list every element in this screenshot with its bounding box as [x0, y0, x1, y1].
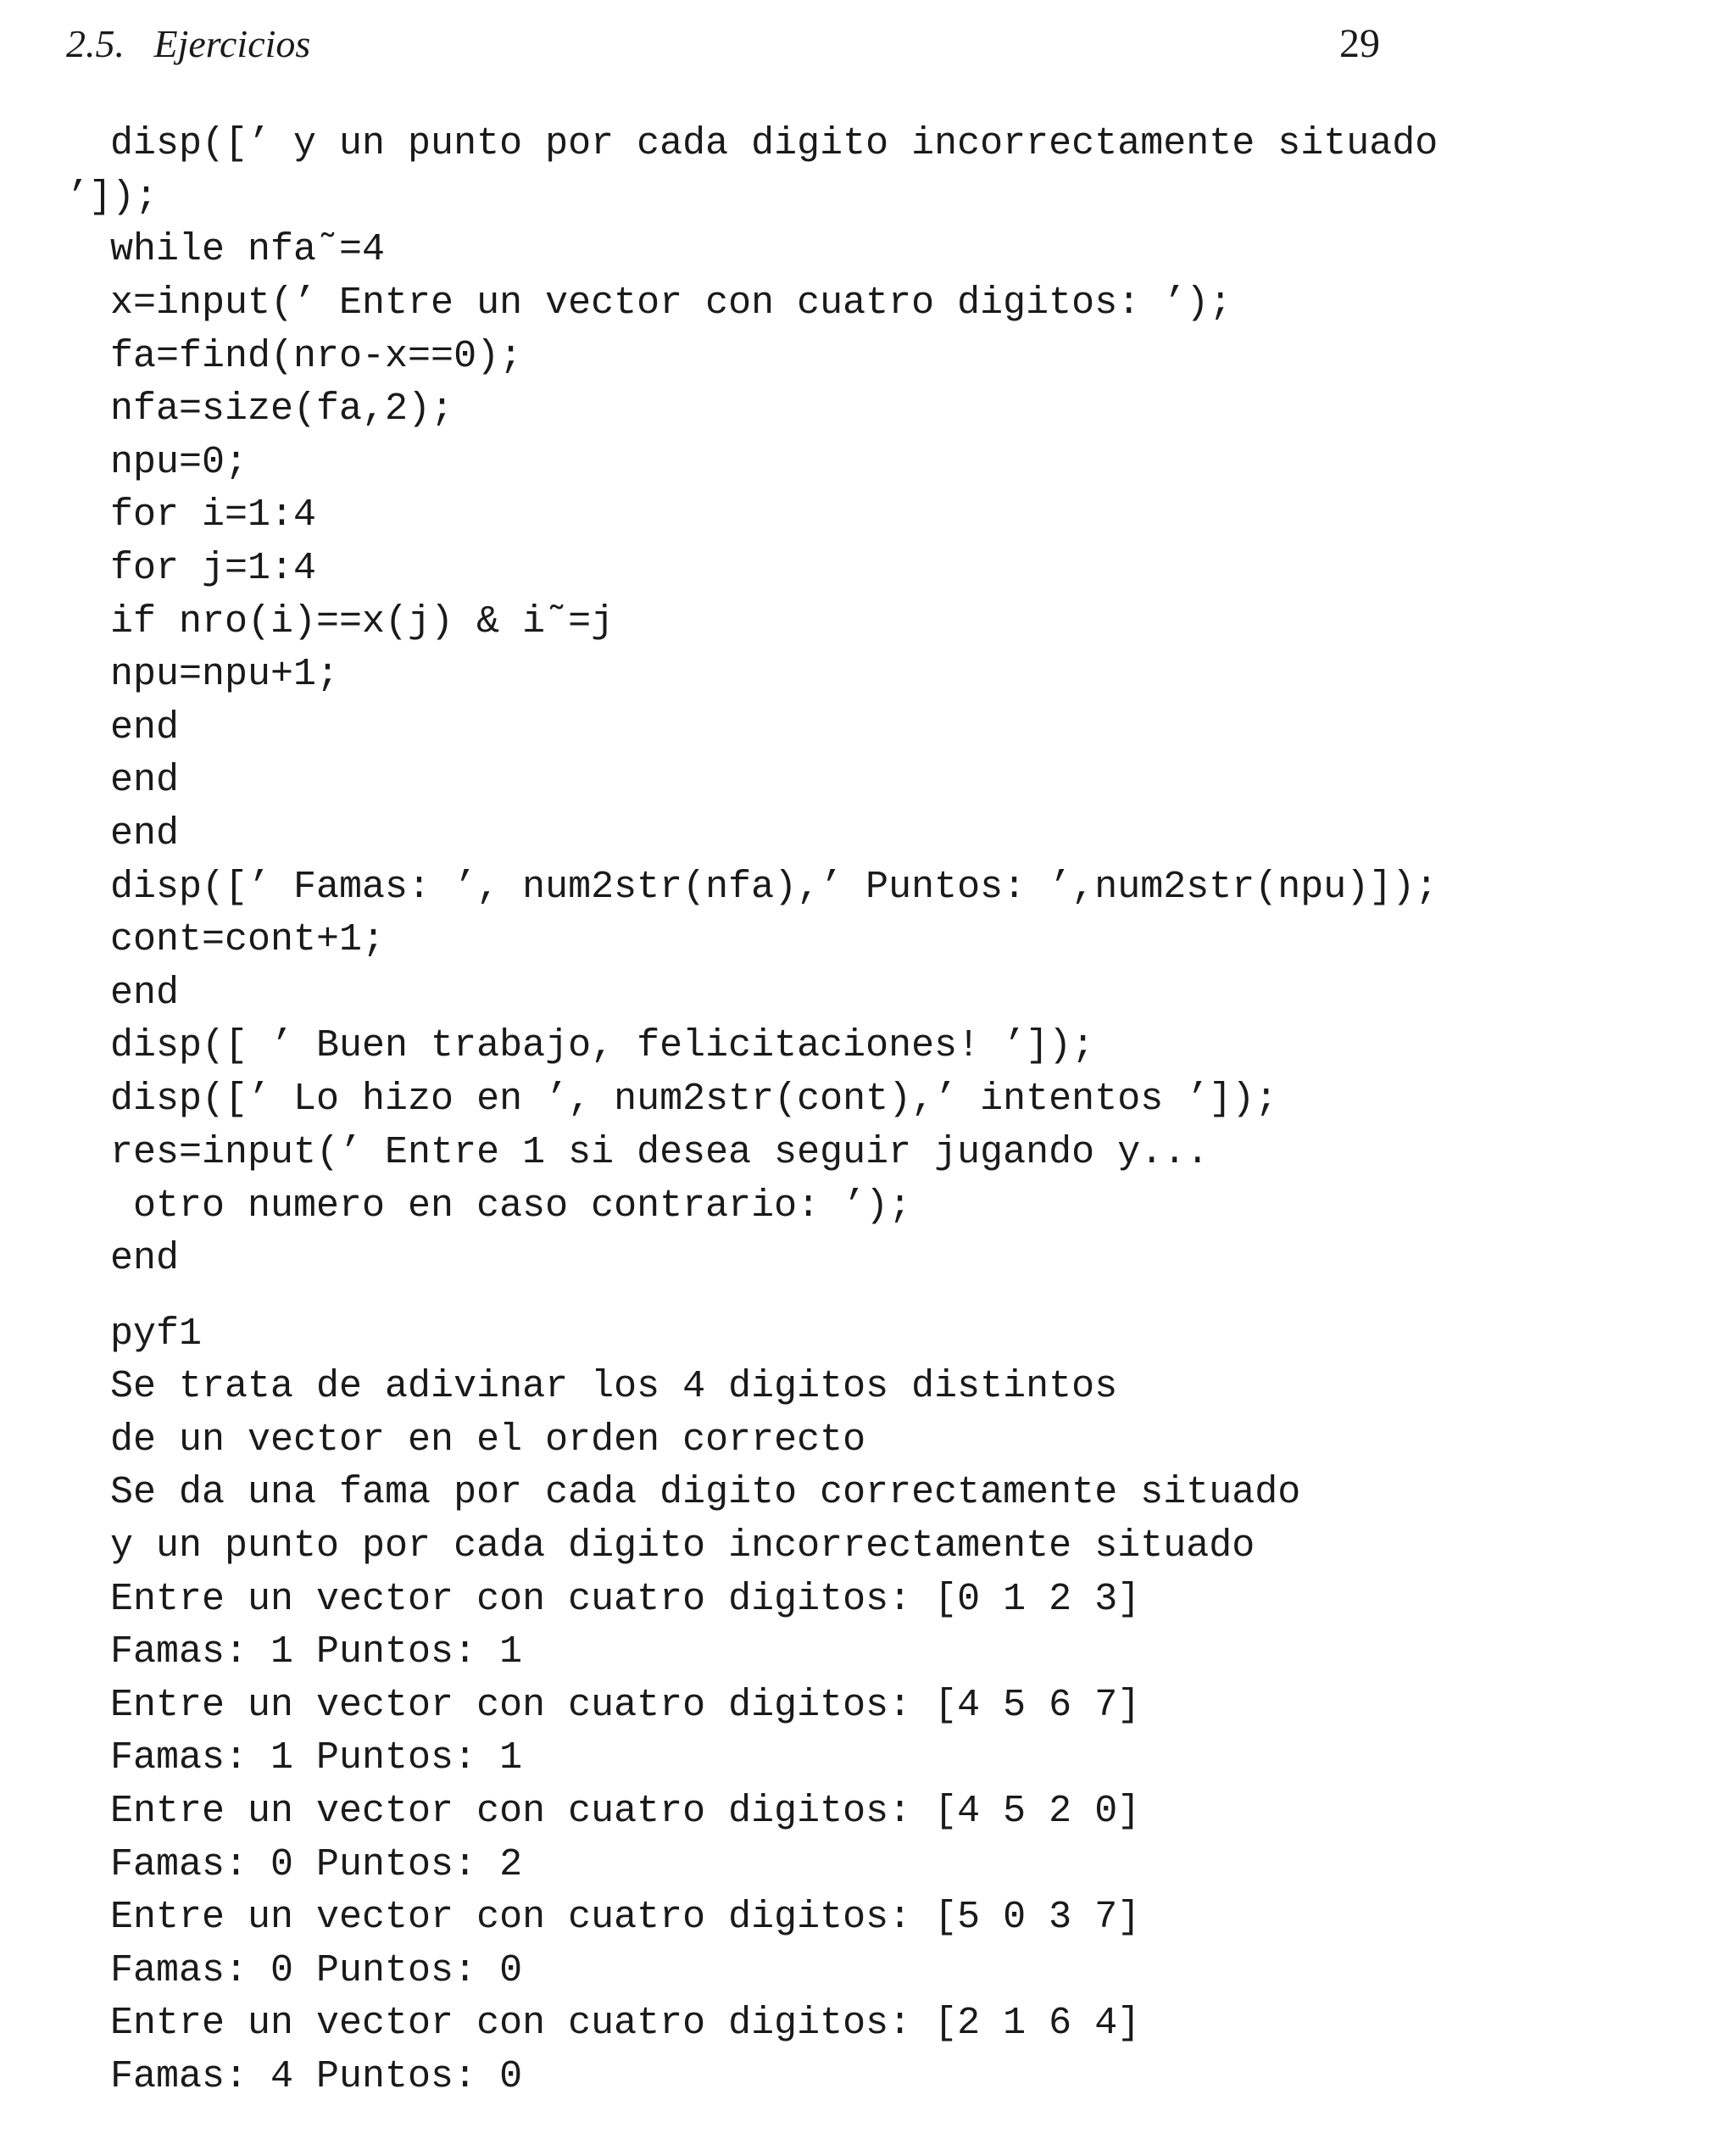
- code-line: disp([’ y un punto por cada digito incorrectamente situado: [110, 122, 1438, 165]
- output-line: Se da una fama por cada digito correctamente situado: [110, 1471, 1301, 1514]
- code-line: for j=1:4: [110, 547, 317, 590]
- code-line: x=input(’ Entre un vector con cuatro digitos: ’);: [110, 281, 1232, 325]
- output-line: Famas: 1 Puntos: 1: [110, 1736, 523, 1780]
- output-line: Entre un vector con cuatro digitos: [5 0 3 7]: [110, 1896, 1141, 1939]
- code-line: npu=0;: [110, 441, 248, 484]
- code-line: end: [110, 759, 180, 802]
- code-line: disp([’ Famas: ’, num2str(nfa),’ Puntos: ’,num2str(npu)]);: [110, 866, 1438, 909]
- output-line: y un punto por cada digito incorrectamente situado: [110, 1524, 1255, 1568]
- code-line: while nfa˜=4: [110, 228, 386, 271]
- code-line: for i=1:4: [110, 493, 317, 537]
- output-line: de un vector en el orden correcto: [110, 1418, 866, 1462]
- page-number: 29: [1339, 21, 1380, 66]
- code-line: disp([’ Lo hizo en ’, num2str(cont),’ intentos ’]);: [110, 1078, 1278, 1121]
- code-line: end: [110, 812, 180, 855]
- code-line: disp([ ’ Buen trabajo, felicitaciones! ’]);: [110, 1024, 1095, 1067]
- output-line: Famas: 1 Puntos: 1: [110, 1630, 523, 1674]
- code-line: if nro(i)==x(j) & i˜=j: [110, 600, 615, 643]
- output-line: Entre un vector con cuatro digitos: [2 1 6 4]: [110, 2002, 1141, 2045]
- code-line: nfa=size(fa,2);: [110, 387, 454, 431]
- output-line: Entre un vector con cuatro digitos: [4 5 2 0]: [110, 1790, 1141, 1833]
- output-line: Famas: 4 Puntos: 0: [110, 2055, 523, 2098]
- code-line: end: [110, 1237, 180, 1280]
- output-line: Famas: 0 Puntos: 2: [110, 1843, 523, 1886]
- page-header: [0, 0, 1736, 93]
- code-line: end: [110, 706, 180, 749]
- output-line: Famas: 0 Puntos: 0: [110, 1949, 523, 1992]
- output-line: Entre un vector con cuatro digitos: [0 1 2 3]: [110, 1578, 1141, 1621]
- output-line: Se trata de adivinar los 4 digitos distintos: [110, 1365, 1118, 1408]
- code-line: otro numero en caso contrario: ’);: [110, 1184, 912, 1228]
- section-title: 2.5. Ejercicios: [66, 22, 311, 65]
- output-line: pyf1: [110, 1312, 203, 1356]
- code-line: ’]);: [66, 175, 159, 219]
- output-line: Entre un vector con cuatro digitos: [4 5 6 7]: [110, 1684, 1141, 1727]
- code-line: npu=npu+1;: [110, 653, 340, 696]
- code-line: res=input(’ Entre 1 si desea seguir jugando y...: [110, 1131, 1210, 1174]
- code-line: end: [110, 972, 180, 1015]
- code-line: fa=find(nro-x==0);: [110, 335, 523, 378]
- code-line: cont=cont+1;: [110, 918, 386, 961]
